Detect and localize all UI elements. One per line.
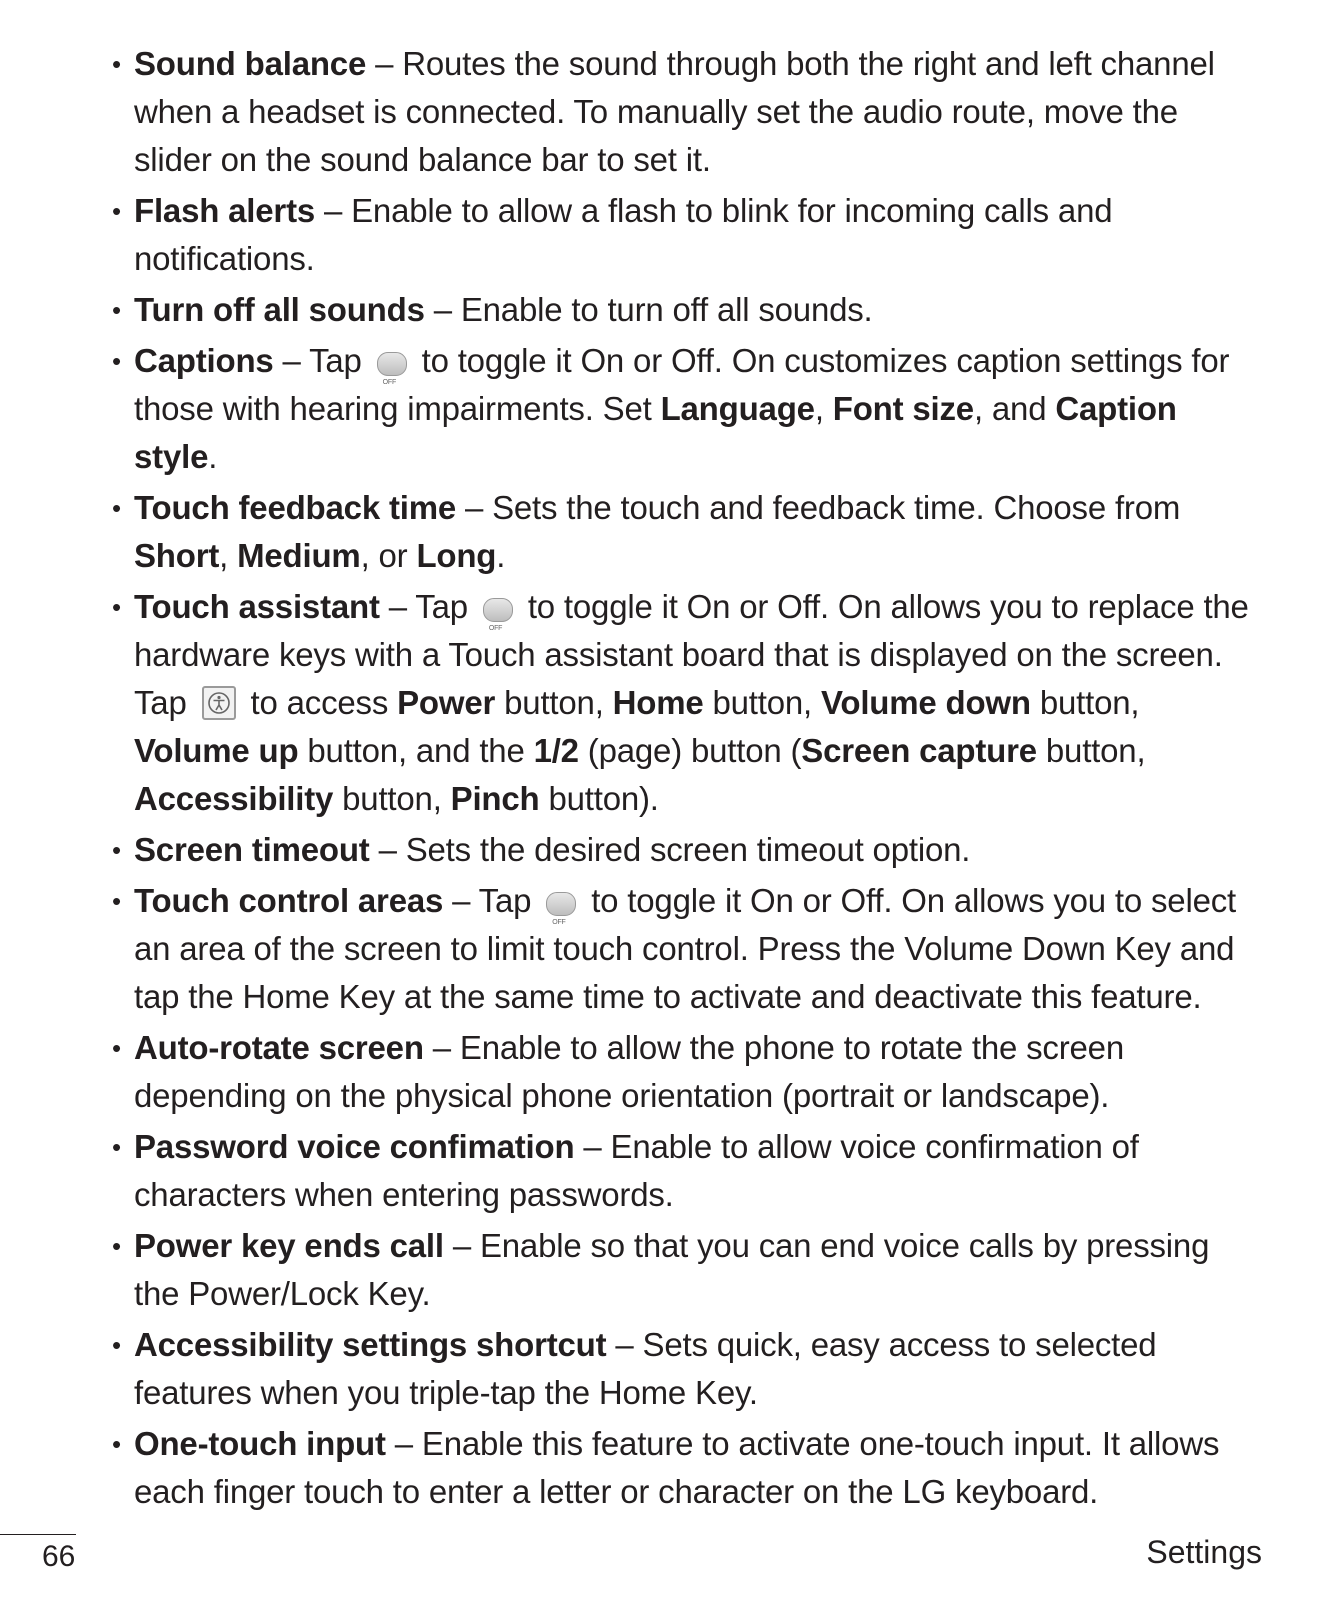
term: Password voice confimation (134, 1128, 575, 1165)
document-body (110, 40, 1260, 1519)
list-item-flash-alerts: • Flash alerts – Enable to allow a flash to blink for incoming calls and notifications. (110, 187, 1260, 283)
term: Sound balance (134, 45, 367, 82)
list-item-auto-rotate-screen: • Auto-rotate screen – Enable to allow the phone to rotate the screen depending on the physical phone orientation (portrait or landscape). (110, 1024, 1260, 1120)
toggle-off-icon (483, 598, 513, 622)
term: Touch control areas (134, 882, 444, 919)
term: Auto-rotate screen (134, 1029, 424, 1066)
toggle-off-icon (546, 892, 576, 916)
page-number: 66 (42, 1540, 76, 1573)
term: Screen timeout (134, 831, 370, 868)
term: Touch assistant (134, 588, 380, 625)
list-item-captions: • Captions – Tap OFF to toggle it On or Off. On customizes caption settings for those with hearing impairments. Set Language, Font size, and Caption style. (110, 337, 1260, 481)
term: Turn off all sounds (134, 291, 425, 328)
settings-list (110, 40, 1260, 1516)
list-item-turn-off-all-sounds: • Turn off all sounds – Enable to turn off all sounds. (110, 286, 1260, 334)
footer-rule (0, 1534, 76, 1535)
toggle-off-icon (377, 352, 407, 376)
list-item-accessibility-settings-shortcut: • Accessibility settings shortcut – Sets quick, easy access to selected features when you triple-tap the Home Key. (110, 1321, 1260, 1417)
list-item-touch-feedback-time: • Touch feedback time – Sets the touch and feedback time. Choose from Short, Medium, or Long. (110, 484, 1260, 580)
term: Accessibility settings shortcut (134, 1326, 607, 1363)
section-name: Settings (1146, 1534, 1262, 1570)
term: Flash alerts (134, 192, 316, 229)
accessibility-icon (202, 686, 236, 720)
list-item-screen-timeout: • Screen timeout – Sets the desired screen timeout option. (110, 826, 1260, 874)
term: Captions (134, 342, 274, 379)
list-item-power-key-ends-call: • Power key ends call – Enable so that you can end voice calls by pressing the Power/Lock Key. (110, 1222, 1260, 1318)
list-item-sound-balance: • Sound balance – Routes the sound through both the right and left channel when a headset is connected. To manually set the audio route, move the slider on the sound balance bar to set it. (110, 40, 1260, 184)
term: One-touch input (134, 1425, 386, 1462)
term: Touch feedback time (134, 489, 456, 526)
list-item-one-touch-input: • One-touch input – Enable this feature to activate one-touch input. It allows each finger touch to enter a letter or character on the LG keyboard. (110, 1420, 1260, 1516)
list-item-password-voice-confirmation: • Password voice confimation – Enable to allow voice confirmation of characters when entering passwords. (110, 1123, 1260, 1219)
list-item-touch-control-areas: • Touch control areas – Tap OFF to toggle it On or Off. On allows you to select an area of the screen to limit touch control. Press the Volume Down Key and tap the Home Key at the same time to activate and deactivate this feature. (110, 877, 1260, 1021)
list-item-touch-assistant: • Touch assistant – Tap OFF to toggle it On or Off. On allows you to replace the hardware keys with a Touch assistant board that is displayed on the screen. Tap to access Power button, Home button, Volume down button, Volume up button, and the 1/2 (page) button (Screen capture button, Accessibility button, Pinch button). (110, 583, 1260, 823)
term: Power key ends call (134, 1227, 444, 1264)
